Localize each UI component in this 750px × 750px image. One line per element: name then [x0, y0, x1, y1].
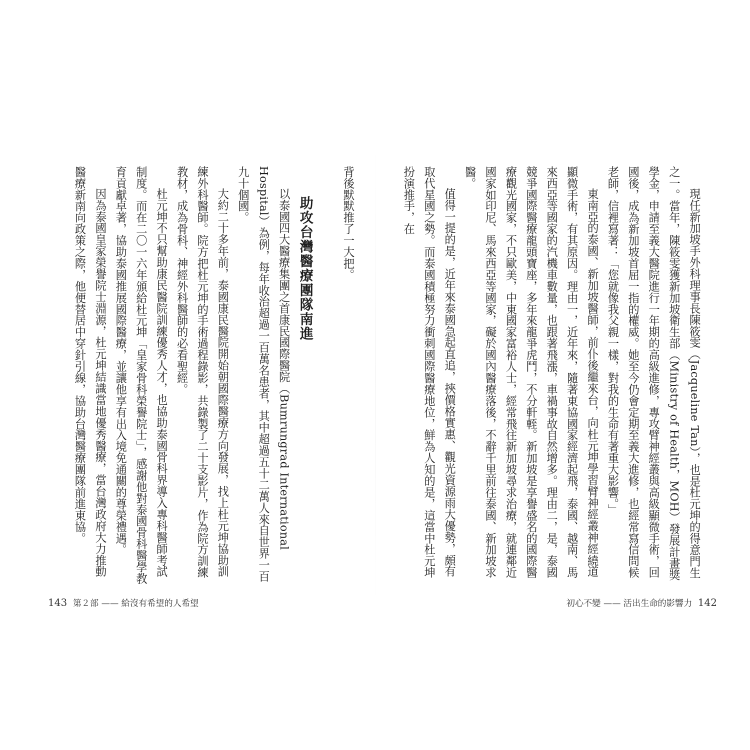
right-footer-subtitle: 活出生命的影響力 — [623, 599, 693, 609]
left-page — [40, 166, 358, 586]
section-spacer — [316, 166, 338, 586]
book-gutter-shadow — [375, 140, 376, 610]
left-page-footer — [45, 597, 199, 609]
right-page-text — [398, 166, 704, 586]
section-heading: 助攻台灣醫療團隊南進 — [296, 195, 313, 341]
left-paragraph-2: 大約二十多年前，泰國康民醫院開始朝國際醫療方向發展，找上杜元坤協助訓練外科醫師。院方把杜元坤的手術過程錄影，共錄製了二十支影片，作為院方訓練教材，成為骨科、神經外科醫師的必看聖經。 — [175, 166, 230, 579]
right-paragraph-3: 值得一提的是，近年來泰國急起直追，挾價格實惠、觀光資源雨大優勢，頗有取代星國之勢。而泰國積極努力衝刺國際醫療地位，鮮為人知的是，這當中杜元坤扮演推手，在 — [402, 166, 457, 579]
right-page-number: 142 — [697, 598, 717, 609]
right-footer-title: 初心不變 — [566, 599, 601, 609]
right-page-footer — [566, 597, 720, 609]
left-paragraph-3: 杜元坤不只幫助康民醫院訓練優秀人才，也協助泰國骨科界導入專科醫師考試制度。而在二〇一六年頒給杜元坤「皇家骨科榮譽院士」，感謝他對泰國骨科醫學教育貢獻卓著，協助泰國推展國際醫療，並讓他享有出入境免通關的尊榮禮遇。 — [114, 166, 169, 585]
left-footer-separator: —— — [101, 599, 119, 609]
left-paragraph-4: 因為泰國皇家榮譽院士淵源，杜元坤結識當地優秀醫療，當台灣政府大力推動醫療新南向政策之際，他便替居中穿針引線，協助台灣醫療團隊前進東協。 — [73, 166, 107, 578]
right-footer-separator: —— — [603, 599, 621, 609]
left-footer-title: 給沒有希望的人希望 — [121, 599, 199, 609]
left-intro-line: 背後默默推了一大把。 — [342, 166, 355, 281]
left-paragraph-1: 以泰國四大醫療集團之首康民國際醫院（Bumrungrad International Hospital）為例，每年收治超過一百萬名患者，其中超過五十二萬人來自世界一百九十個國。 — [236, 166, 291, 583]
left-footer-part: 第２部 — [72, 599, 99, 609]
left-page-text — [69, 166, 358, 586]
left-page-number: 143 — [48, 598, 68, 609]
right-paragraph-2: 東南亞的泰國、新加坡醫師，前仆後繼來台，向杜元坤學習臂神經叢神經繞道顯微手術，有其原因。理由一，近年來，隨著東協國家經濟起飛，泰國、越南、馬來西亞等國家的汽機車數量，也跟著飛漲，車禍事故自然增多。理由二，是，泰國競爭國際醫療龍頭寶座，多年來龍爭虎鬥，不分軒輊。新加坡是享譽盛名的國際醫療觀光國家，不只歐美，中東國家富裕人士，經常飛往新加坡尋求治療，就連鄰近國家如印尼、馬來西亞等國家，礙於國內醫療落後，不辭千里前往泰國、新加坡求醫。 — [463, 166, 600, 579]
right-paragraph-1: 現任新加坡手外科理事長陳筱雯（Jacqueline Tan），也是杜元坤的得意門生之一。當年，陳筱雯獲新加坡衛生部（Ministry of Health，MOH）發展計畫獎學金，申請至義大醫院進行一年期的高級進修，專攻臂神經叢與高級顯微手術，回國後，成為新加坡首屈一指的權威。她至今仍會定期至義大進修，也經常寫信問候老師，信裡寫著：「您就像我父親一樣，對我的生命有著重大影響。」 — [606, 166, 702, 581]
right-page — [398, 166, 722, 586]
